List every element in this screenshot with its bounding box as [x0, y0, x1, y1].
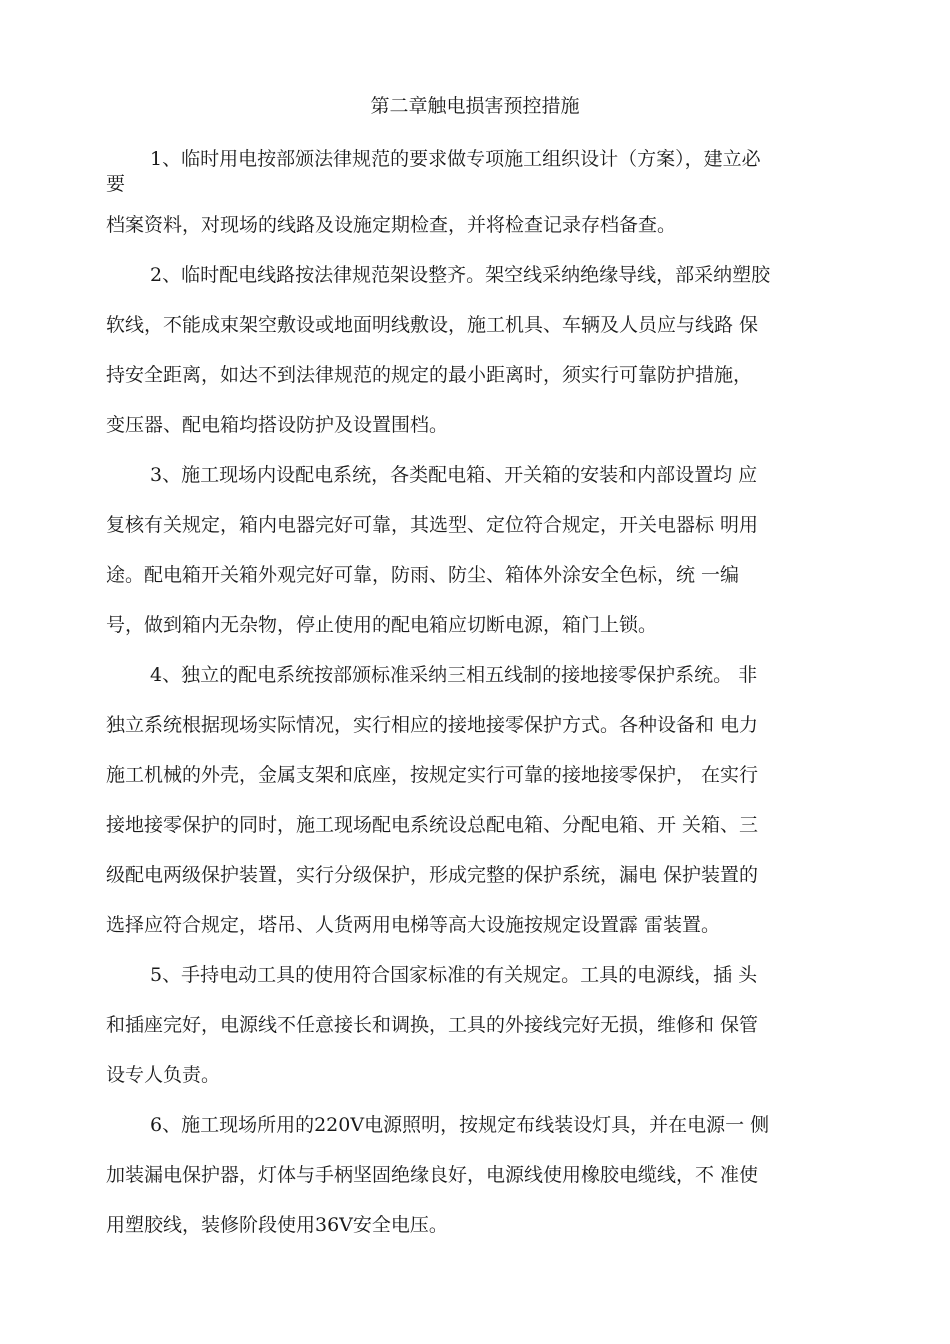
paragraph-4-line: 施工机械的外壳，金属支架和底座，按规定实行可靠的接地接零保护， 在实行 — [106, 764, 759, 786]
paragraph-3-line: 号，做到箱内无杂物，停止使用的配电箱应切断电源，箱门上锁。 — [106, 614, 658, 636]
paragraph-4-line: 4、独立的配电系统按部颁标准采纳三相五线制的接地接零保护系统。 非 — [150, 664, 758, 686]
paragraph-4-line: 选择应符合规定，塔吊、人货两用电梯等高大设施按规定设置霹 雷装置。 — [106, 914, 721, 936]
paragraph-6-line: 用塑胶线，装修阶段使用36V安全电压。 — [106, 1214, 448, 1236]
paragraph-1-line: 要 — [106, 173, 126, 195]
paragraph-3-line: 途。配电箱开关箱外观完好可靠，防雨、防尘、箱体外涂安全色标，统 一编 — [106, 564, 740, 586]
paragraph-6-line: 加装漏电保护器，灯体与手柄坚固绝缘良好，电源线使用橡胶电缆线，不 准使 — [106, 1164, 759, 1186]
paragraph-4-line: 独立系统根据现场实际情况，实行相应的接地接零保护方式。各种设备和 电力 — [106, 714, 759, 736]
chapter-title: 第二章触电损害预控措施 — [370, 95, 580, 117]
paragraph-4-line: 接地接零保护的同时，施工现场配电系统设总配电箱、分配电箱、开 关箱、三 — [106, 814, 759, 836]
paragraph-2-line: 持安全距离，如达不到法律规范的规定的最小距离时，须实行可靠防护措施， — [106, 364, 753, 386]
paragraph-2-line: 变压器、配电箱均搭设防护及设置围档。 — [106, 414, 449, 436]
paragraph-1-line: 档案资料，对现场的线路及设施定期检查，并将检查记录存档备查。 — [106, 214, 677, 236]
paragraph-4-line: 级配电两级保护装置，实行分级保护，形成完整的保护系统，漏电 保护装置的 — [106, 864, 759, 886]
paragraph-1-line: 1、临时用电按部颁法律规范的要求做专项施工组织设计（方案），建立必 — [150, 148, 761, 170]
paragraph-6-line: 6、施工现场所用的220V电源照明，按规定布线装设灯具，并在电源一 侧 — [150, 1114, 770, 1136]
paragraph-5-line: 和插座完好，电源线不任意接长和调换，工具的外接线完好无损，维修和 保管 — [106, 1014, 759, 1036]
paragraph-3-line: 复核有关规定，箱内电器完好可靠，其选型、定位符合规定，开关电器标 明用 — [106, 514, 759, 536]
paragraph-3-line: 3、施工现场内设配电系统，各类配电箱、开关箱的安装和内部设置均 应 — [150, 464, 758, 486]
paragraph-5-line: 5、手持电动工具的使用符合国家标准的有关规定。工具的电源线，插 头 — [150, 964, 758, 986]
paragraph-2-line: 软线，不能成束架空敷设或地面明线敷设，施工机具、车辆及人员应与线路 保 — [106, 314, 759, 336]
paragraph-5-line: 设专人负责。 — [106, 1064, 221, 1086]
paragraph-2-line: 2、临时配电线路按法律规范架设整齐。架空线采纳绝缘导线，部采纳塑胶 — [150, 264, 771, 286]
